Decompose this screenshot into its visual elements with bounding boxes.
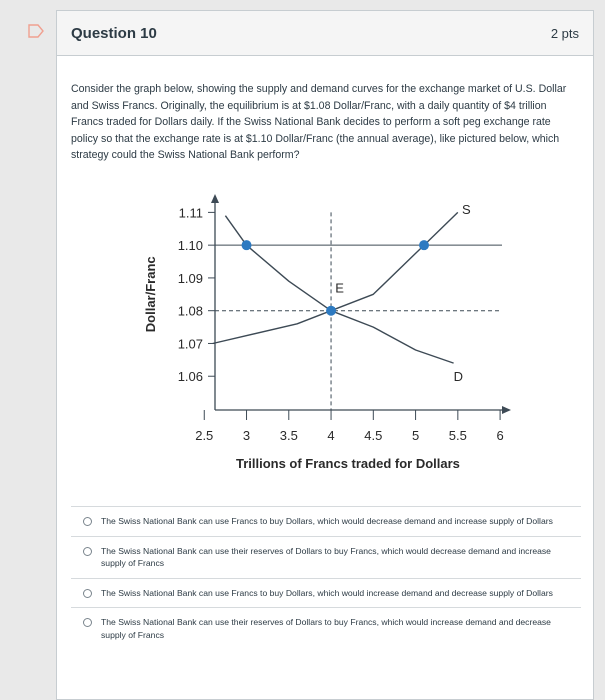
- answer-option-3[interactable]: [71, 578, 581, 608]
- radio-button[interactable]: [83, 618, 92, 627]
- question-header: [57, 11, 593, 56]
- demand-label: D: [453, 369, 463, 385]
- x-axis-label: Trillions of Francs traded for Dollars: [235, 456, 460, 471]
- answer-label: The Swiss National Bank can use their reserves of Dollars to buy Francs, which would decrease demand and increase supply of Francs: [101, 545, 551, 568]
- y-tick-label: 1.06: [177, 369, 203, 385]
- question-title: Question 10: [71, 25, 157, 42]
- exchange-market-graph: [77, 191, 517, 486]
- answer-label: The Swiss National Bank can use Francs to buy Dollars, which would increase demand and decrease supply of Dollars: [101, 587, 553, 598]
- answer-option-4[interactable]: [71, 607, 581, 649]
- x-tick-label: 6: [496, 428, 504, 443]
- answer-label: The Swiss National Bank can use Francs to buy Dollars, which would decrease demand and increase supply of Dollars: [101, 516, 553, 526]
- x-tick-label: 5: [411, 428, 420, 443]
- y-axis-label: Dollar/Franc: [143, 256, 158, 333]
- radio-button[interactable]: [83, 589, 92, 598]
- x-tick-label: 4: [327, 428, 335, 443]
- data-point: [326, 306, 336, 316]
- y-tick-label: 1.10: [177, 238, 203, 254]
- question-card: [56, 10, 594, 700]
- question-points: 2 pts: [550, 26, 579, 41]
- y-tick-label: 1.09: [177, 270, 203, 286]
- data-point: [242, 240, 252, 250]
- answer-label: The Swiss National Bank can use their reserves of Dollars to buy Francs, which would increase demand and decrease supply of Francs: [101, 617, 551, 640]
- y-tick-label: 1.07: [177, 336, 203, 352]
- equilibrium-label: E: [335, 280, 344, 296]
- answer-option-1[interactable]: [71, 506, 581, 536]
- x-tick-label: 2.5: [195, 428, 214, 443]
- x-tick-label: 4.5: [364, 428, 383, 443]
- answer-list: [71, 506, 581, 649]
- data-point: [419, 240, 429, 250]
- supply-label: S: [462, 202, 471, 218]
- x-tick-label: 3.5: [279, 428, 298, 443]
- x-tick-label: 3: [242, 428, 251, 443]
- bookmark-flag-icon[interactable]: [28, 24, 44, 38]
- question-text: Consider the graph below, showing the supply and demand curves for the exchange market of U.S. Dollar and Swiss Francs. Originally, the equilibrium is at $1.08 Dollar/Franc, with a daily quantity of $4 trillion Francs traded for Dollars daily. If the Swiss National Bank decides to perform a soft peg exchange rate policy so that the exchange rate is at $1.10 Dollar/Franc (the annual average), like pictured below, which strategy could the Swiss National Bank perform?: [71, 83, 567, 162]
- answer-option-2[interactable]: [71, 536, 581, 578]
- supply-curve: [213, 212, 458, 343]
- radio-button[interactable]: [83, 547, 92, 556]
- y-axis-arrow: [211, 194, 219, 203]
- y-tick-label: 1.11: [178, 205, 203, 221]
- x-tick-label: 5.5: [448, 428, 467, 443]
- radio-button[interactable]: [83, 517, 92, 526]
- y-tick-label: 1.08: [177, 303, 203, 319]
- x-axis-arrow: [502, 406, 511, 414]
